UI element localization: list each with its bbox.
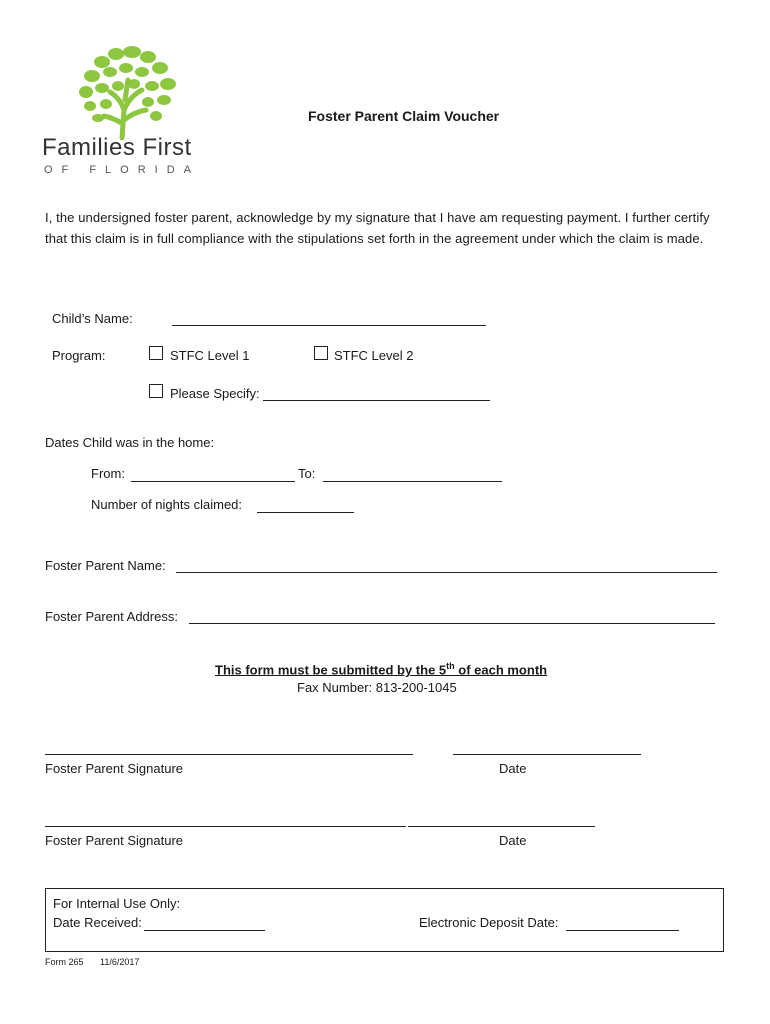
date-2-field[interactable] <box>408 826 595 827</box>
tree-logo-icon <box>40 40 215 140</box>
please-specify-checkbox[interactable] <box>149 384 163 398</box>
program-label: Program: <box>52 348 106 363</box>
please-specify-label: Please Specify: <box>170 386 260 401</box>
fax-number: Fax Number: 813-200-1045 <box>297 680 457 695</box>
signature-2-label: Foster Parent Signature <box>45 833 184 848</box>
date-received-label: Date Received: <box>53 915 142 930</box>
intro-paragraph: I, the undersigned foster parent, acknowledge by my signature that I have am requesting payment. I further certify that this claim is in full compliance with the stipulations set forth in the agreement under which the claim is made. <box>45 210 710 246</box>
notice-text: This form must be submitted by the 5 <box>215 662 447 678</box>
deposit-date-field[interactable] <box>566 930 679 931</box>
stfc-level-1-checkbox[interactable] <box>149 346 163 360</box>
parent-name-field[interactable] <box>176 572 717 573</box>
logo <box>40 40 215 180</box>
child-name-label: Child’s Name: <box>52 311 133 326</box>
deposit-date-label: Electronic Deposit Date: <box>419 915 559 930</box>
signature-2-field[interactable] <box>45 826 406 827</box>
nights-field[interactable] <box>257 512 354 513</box>
date-1-label: Date <box>499 761 527 776</box>
to-label: To: <box>298 466 316 481</box>
notice-superscript: th <box>446 661 455 671</box>
signature-1-field[interactable] <box>45 754 413 755</box>
date-2-label: Date <box>499 833 527 848</box>
internal-use-heading: For Internal Use Only: <box>53 896 181 911</box>
form-number: Form 265 <box>45 957 84 967</box>
signature-1-label: Foster Parent Signature <box>45 761 184 776</box>
date-received-field[interactable] <box>144 930 265 931</box>
nights-label: Number of nights claimed: <box>91 497 243 512</box>
parent-address-field[interactable] <box>189 623 715 624</box>
submission-notice <box>215 658 547 678</box>
please-specify-field[interactable] <box>263 400 490 401</box>
stfc-level-2-label: STFC Level 2 <box>334 348 414 363</box>
from-label: From: <box>91 466 125 481</box>
date-1-field[interactable] <box>453 754 641 755</box>
parent-name-label: Foster Parent Name: <box>45 558 166 573</box>
to-date-field[interactable] <box>323 481 502 482</box>
stfc-level-1-label: STFC Level 1 <box>170 348 250 363</box>
dates-label: Dates Child was in the home: <box>45 435 215 450</box>
logo-wordmark: Families First <box>42 134 192 161</box>
logo-subtitle: OF FLORIDA <box>44 164 201 176</box>
form-date: 11/6/2017 <box>100 957 140 967</box>
child-name-field[interactable] <box>172 325 486 326</box>
form-title: Foster Parent Claim Voucher <box>308 108 500 124</box>
stfc-level-2-checkbox[interactable] <box>314 346 328 360</box>
from-date-field[interactable] <box>131 481 295 482</box>
notice-text-end: of each month <box>454 662 548 678</box>
parent-address-label: Foster Parent Address: <box>45 609 178 624</box>
